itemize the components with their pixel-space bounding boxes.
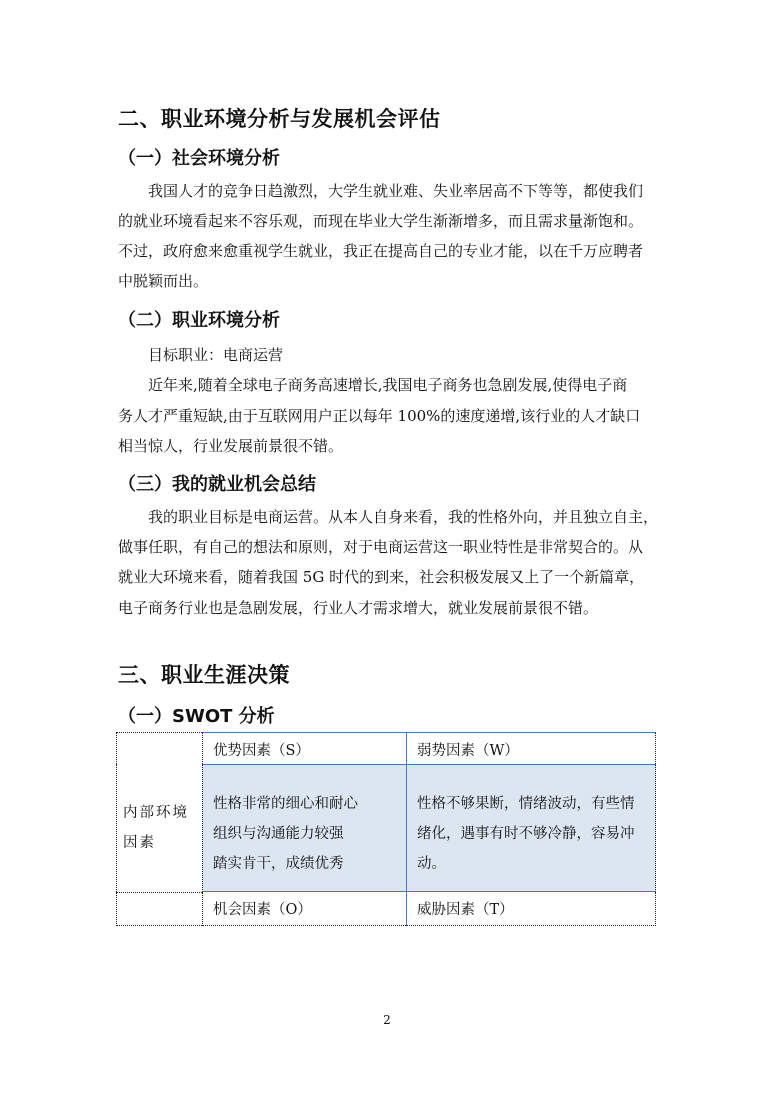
weakness-line: 绪化，遇事有时不够冷静，容易冲 (417, 826, 635, 842)
paragraph-line: 的就业环境看起来不容乐观，而现在毕业大学生渐渐增多，而且需求量渐饱和。 (118, 212, 644, 230)
section-2-heading: 二、职业环境分析与发展机会评估 (118, 107, 441, 131)
paragraph-line: 中脱颖而出。 (118, 272, 209, 290)
paragraph-line: 相当惊人，行业发展前景很不错。 (118, 437, 344, 455)
threats-header: 威胁因素（T） (417, 902, 514, 918)
internal-factors-label-cell (116, 764, 202, 892)
weaknesses-header: 弱势因素（W） (417, 743, 519, 759)
subsection-opportunity-summary-heading: （三）我的就业机会总结 (118, 474, 316, 495)
opportunities-header-cell (202, 892, 406, 926)
page-number: 2 (383, 1013, 391, 1027)
strength-item: 组织与沟通能力较强 (213, 826, 344, 842)
paragraph-line: 我的职业目标是电商运营。从本人自身来看，我的性格外向，并且独立自主， (148, 508, 659, 526)
opportunities-header: 机会因素（O） (213, 902, 312, 918)
paragraph-line: 不过，政府愈来愈重视学生就业，我正在提高自己的专业才能，以在千万应聘者 (118, 242, 644, 260)
weaknesses-header-cell (406, 732, 656, 764)
strengths-header: 优势因素（S） (213, 743, 310, 759)
weaknesses-cell (406, 764, 656, 892)
swot-table (116, 732, 656, 926)
subsection-career-environment-heading: （二）职业环境分析 (118, 310, 280, 331)
subsection-social-environment-heading: （一）社会环境分析 (118, 148, 280, 169)
strengths-header-cell (202, 732, 406, 764)
section-3-heading: 三、职业生涯决策 (118, 663, 290, 687)
paragraph-line: 近年来,随着全球电子商务高速增长,我国电子商务也急剧发展,使得电子商 (148, 376, 628, 394)
strengths-cell (202, 764, 406, 892)
subsection-swot-heading: （一）SWOT 分析 (118, 706, 275, 727)
paragraph-line: 务人才严重短缺,由于互联网用户正以每年 100%的速度递增,该行业的人才缺口 (118, 407, 641, 425)
threats-header-cell (406, 892, 656, 926)
internal-factors-label: 内部环境因素 (123, 805, 189, 851)
paragraph-line: 我国人才的竞争日趋激烈，大学生就业难、失业率居高不下等等，都使我们 (148, 182, 644, 200)
paragraph-line: 做事任职，有自己的想法和原则，对于电商运营这一职业特性是非常契合的。从 (118, 538, 644, 556)
external-label-cell (116, 892, 202, 926)
weakness-line: 性格不够果断，情绪波动，有些情 (417, 796, 635, 812)
target-career-line: 目标职业：电商运营 (148, 346, 284, 364)
paragraph-line: 就业大环境来看，随着我国 5G 时代的到来，社会积极发展又上了一个新篇章， (118, 568, 645, 586)
strength-item: 踏实肯干，成绩优秀 (213, 856, 344, 872)
strength-item: 性格非常的细心和耐心 (213, 796, 358, 812)
weakness-line: 动。 (417, 856, 446, 872)
paragraph-line: 电子商务行业也是急剧发展，行业人才需求增大，就业发展前景很不错。 (118, 599, 599, 617)
table-corner-cell (116, 732, 202, 764)
